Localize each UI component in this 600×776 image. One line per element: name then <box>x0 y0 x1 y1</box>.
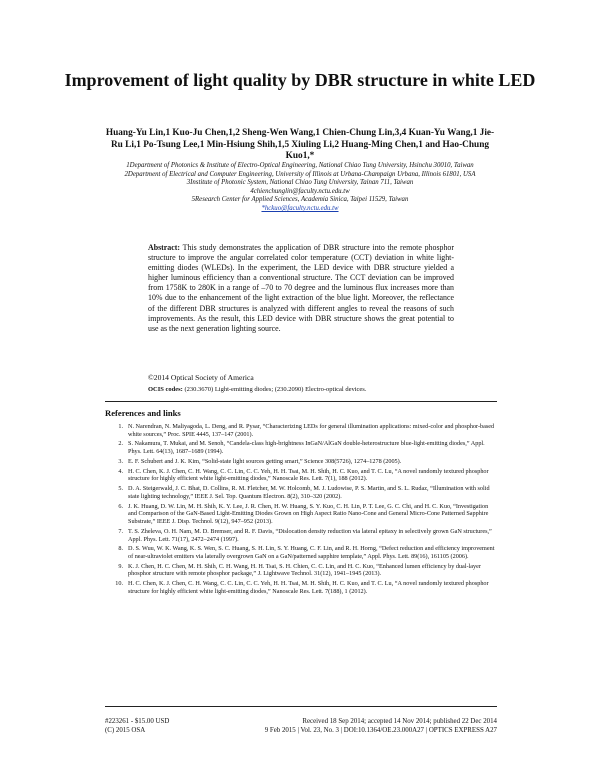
reference-text: H. C. Chen, K. J. Chen, C. H. Wang, C. C. Lin, C. C. Yeh, H. H. Tsai, M. H. Shih, H. C. Kuo, and T. C. Lu, “A novel randomly textured phosphor structure for highly efficient white light-emitting diodes,” Nanoscale Res. Lett. 7(188), 1 (2012). <box>128 580 489 595</box>
reference-item <box>105 468 497 483</box>
reference-number: 2. <box>118 440 123 448</box>
reference-item <box>105 528 497 543</box>
reference-item <box>105 440 497 455</box>
affiliation-1: 1Department of Photonics & Institute of Electro-Optical Engineering, National Chiao Tung University, Hsinchu 30010, Taiwan <box>126 162 474 169</box>
abstract-text: This study demonstrates the application of DBR structure into the remote phosphor structure to improve the angular correlated color temperature (CCT) deviation in white light-emitting diodes (WLEDs). In the experiment, the LED device with DBR structure yielded a higher luminous efficiency than a conventional structure. The CCT deviation can be improved from 1758K to 280K in a range of –70 to 70 degree and the luminous flux increases more than 10% due to the enhancement of the light extraction of the blue light. Moreover, the reflectance of the different DBR structures is analyzed with different angles to reveal the reasons of such improvements. As the result, this LED device with DBR structure shows the great potential to use as the next generation lighting source. <box>148 243 454 333</box>
reference-number: 4. <box>118 467 123 475</box>
reference-number: 3. <box>118 457 123 465</box>
affiliation-5: 5Research Center for Applied Sciences, Academia Sinica, Taipei 11529, Taiwan <box>191 196 409 204</box>
reference-number: 5. <box>118 485 123 493</box>
reference-item <box>105 545 497 560</box>
corresponding-email-link[interactable]: *hckuo@faculty.nctu.edu.tw <box>261 204 339 212</box>
reference-item <box>105 485 497 500</box>
reference-item <box>105 458 497 466</box>
footer-dates: Received 18 Sep 2014; accepted 14 Nov 2014; published 22 Dec 2014 <box>302 718 497 725</box>
footer-left <box>105 717 169 735</box>
reference-text: T. S. Zheleva, O. H. Nam, M. D. Bremser, and R. F. Davis, “Dislocation density reduction via lateral epitaxy in selectively grown GaN structures,” Appl. Phys. Lett. 71(17), 2472–2474 (1997). <box>128 527 492 543</box>
reference-text: H. C. Chen, K. J. Chen, C. H. Wang, C. C. Lin, C. C. Yeh, H. H. Tsai, M. H. Shih, H. C. Kuo, and T. C. Lu, “A novel randomly textured phosphor structure for highly efficient white light-emitting diodes,” Nanoscale Res. Lett. 7(1), 188 (2012). <box>128 467 489 483</box>
reference-item <box>105 563 497 578</box>
affiliation-2: 2Department of Electrical and Computer Engineering, University of Illinois at Urbana-Champaign Urbana, Illinois 61801, USA <box>124 170 476 178</box>
references-heading: References and links <box>105 408 181 418</box>
reference-text: D. S. Wuu, W. K. Wang, K. S. Wen, S. C. Huang, S. H. Lin, S. Y. Huang, C. F. Lin, and R. H. Horng, “Defect reduction and efficiency improvement of near-ultraviolet emitters via laterally overgrown GaN on a GaN/patterned sapphire template,” Appl. Phys. Lett. 89(16), 161105 (2006). <box>128 545 495 560</box>
abstract <box>148 243 454 334</box>
reference-number: 8. <box>118 545 123 553</box>
affiliation-3: 3Institute of Photonic System, National Chiao Tung University, Tainan 711, Taiwan <box>186 179 414 187</box>
affiliation-4-email: 4chienchunglin@faculty.nctu.edu.tw <box>250 187 350 195</box>
reference-text: N. Narendran, N. Maliyagoda, L. Deng, and R. Pysar, “Characterizing LEDs for general illumination applications: mixed-color and phosphor-based white sources,” Proc. SPIE 4445, 137–147 (2001). <box>128 423 495 438</box>
reference-item <box>105 423 497 438</box>
footer-journal-info: 9 Feb 2015 | Vol. 23, No. 3 | DOI:10.1364/OE.23.000A27 | OPTICS EXPRESS A27 <box>264 727 497 734</box>
affiliations <box>104 162 496 214</box>
reference-item <box>105 503 497 526</box>
reference-number: 10. <box>115 580 123 588</box>
footer-copyright: (C) 2015 OSA <box>105 727 146 734</box>
reference-number: 7. <box>118 527 123 535</box>
ocis-codes <box>148 386 454 393</box>
copyright-notice: ©2014 Optical Society of America <box>148 373 254 382</box>
reference-text: D. A. Steigerwald, J. C. Bhat, D. Collins, R. M. Fletcher, M. W. Holcomb, M. J. Ludowise, P. S. Martin, and S. L. Rudaz, “Illumination with solid state lighting technology,” IEEE J. Sel. Top. Quantum Electron. 8(2), 310–320 (2002). <box>128 485 490 500</box>
ocis-label: OCIS codes: <box>148 386 183 393</box>
reference-text: E. F. Schubert and J. K. Kim, “Solid-state light sources getting smart,” Science 308(5726), 1274–1278 (2005). <box>128 457 402 465</box>
reference-number: 9. <box>118 562 123 570</box>
divider-bottom <box>105 706 497 707</box>
reference-list <box>105 423 497 598</box>
reference-item <box>105 580 497 595</box>
author-list: Huang-Yu Lin,1 Kuo-Ju Chen,1,2 Sheng-Wen Wang,1 Chien-Chung Lin,3,4 Kuan-Yu Wang,1 Jie-Ru Li,1 Po-Tsung Lee,1 Min-Hsiung Shih,1,5 Xiuling Li,2 Huang-Ming Chen,1 and Hao-Chung Kuo1,* <box>105 128 495 161</box>
footer-price: #223261 - $15.00 USD <box>105 718 170 725</box>
ocis-text: (230.3670) Light-emitting diodes; (230.2090) Electro-optical devices. <box>184 386 367 393</box>
reference-number: 6. <box>118 502 123 510</box>
reference-text: K. J. Chen, H. C. Chen, M. H. Shih, C. H. Wang, H. H. Tsai, S. H. Chien, C. C. Lin, and H. C. Kuo, “Enhanced lumen efficiency by dual-layer phosphor structure with remote phosphor package,” J. Lightwave Technol. 31(12), 1941–1945 (2013). <box>128 562 481 578</box>
abstract-label: Abstract: <box>148 243 180 252</box>
reference-number: 1. <box>118 423 123 430</box>
divider-top <box>105 401 497 402</box>
paper-title: Improvement of light quality by DBR structure in white LED <box>64 70 536 90</box>
reference-text: S. Nakamura, T. Mukai, and M. Senoh, “Candela-class high-brightness InGaN/AlGaN double-heterostructure blue-light-emitting diodes,” Appl. Phys. Lett. 64(13), 1687–1689 (1994). <box>128 440 485 456</box>
footer-right <box>250 717 497 735</box>
reference-text: J. K. Huang, D. W. Lin, M. H. Shih, K. Y. Lee, J. R. Chen, H. W. Huang, S. Y. Kuo, C. H. Lin, P. T. Lee, G. C. Chi, and H. C. Kuo, “Investigation and Comparison of the GaN-Based Light-Emitting Diodes Grown on High Aspect Ratio Nano-Cone and General Micro-Cone Patterned Sapphire Substrate,” IEEE J. Disp. Technol. 9(12), 947–952 (2013). <box>128 502 489 526</box>
